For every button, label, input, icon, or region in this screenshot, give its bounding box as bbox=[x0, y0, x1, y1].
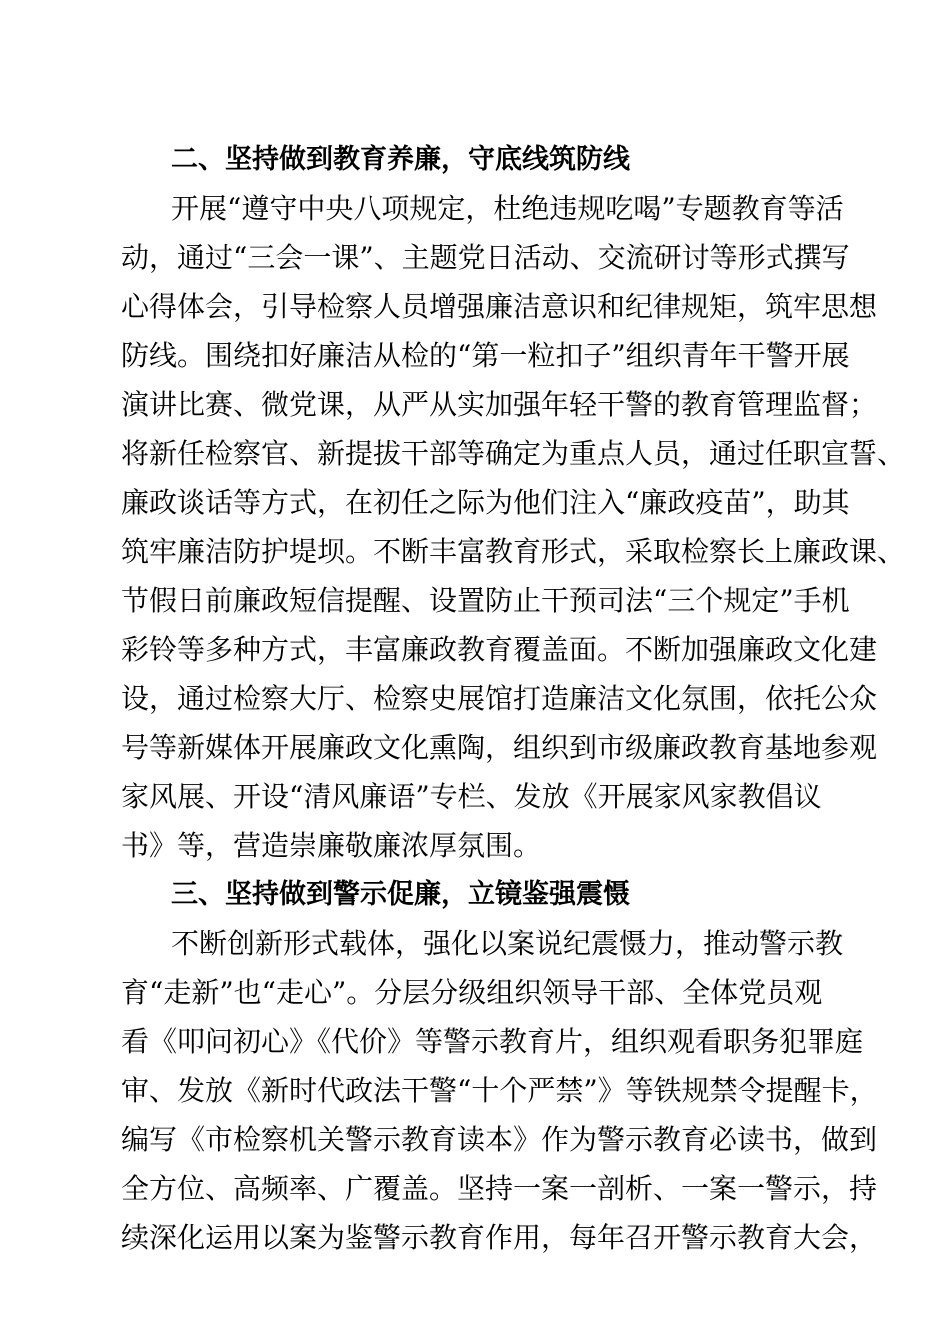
paragraph-line bbox=[0, 532, 950, 572]
text-line: 开展“遵守中央八项规定，杜绝违规吃喝”专题教育等活 bbox=[171, 192, 844, 225]
text-line: 将新任检察官、新提拔干部等确定为重点人员，通过任职宣誓、 bbox=[121, 437, 906, 470]
paragraph-line bbox=[0, 385, 950, 425]
section-3-heading: 三、坚持做到警示促廉，立镜鉴强震慑 bbox=[171, 879, 630, 910]
text-line: 动，通过“三会一课”、主题党日活动、交流研讨等形式撰写 bbox=[121, 241, 850, 274]
text-line: 审、发放《新时代政法干警“十个严禁”》等铁规禁令提醒卡， bbox=[121, 1074, 878, 1107]
paragraph-line bbox=[0, 1218, 950, 1258]
paragraph-line bbox=[0, 777, 950, 817]
text-line: 编写《市检察机关警示教育读本》作为警示教育必读书，做到 bbox=[121, 1123, 878, 1156]
text-line: 全方位、高频率、广覆盖。坚持一案一剖析、一案一警示，持 bbox=[121, 1172, 878, 1205]
section-2-heading: 二、坚持做到教育养廉，守底线筑防线 bbox=[171, 144, 630, 175]
paragraph-line bbox=[0, 1120, 950, 1160]
paragraph-line bbox=[0, 1022, 950, 1062]
paragraph-line bbox=[0, 336, 950, 376]
paragraph-line bbox=[0, 1169, 950, 1209]
text-line: 看《叩问初心》《代价》等警示教育片，组织观看职务犯罪庭 bbox=[121, 1025, 864, 1058]
text-line: 不断创新形式载体，强化以案说纪震慑力，推动警示教 bbox=[171, 927, 844, 960]
paragraph-line bbox=[0, 189, 950, 229]
paragraph-line bbox=[0, 973, 950, 1013]
paragraph-line bbox=[0, 924, 950, 964]
text-line: 演讲比赛、微党课，从严从实加强年轻干警的教育管理监督； bbox=[121, 388, 878, 421]
text-line: 号等新媒体开展廉政文化熏陶，组织到市级廉政教育基地参观 bbox=[121, 731, 878, 764]
text-line: 筑牢廉洁防护堤坝。不断丰富教育形式，采取检察长上廉政课、 bbox=[121, 535, 906, 568]
paragraph-line bbox=[0, 581, 950, 621]
text-line: 心得体会，引导检察人员增强廉洁意识和纪律规矩，筑牢思想 bbox=[121, 290, 878, 323]
paragraph-line bbox=[0, 434, 950, 474]
text-line: 设，通过检察大厅、检察史展馆打造廉洁文化氛围，依托公众 bbox=[121, 682, 878, 715]
section-heading bbox=[0, 875, 950, 915]
text-line: 防线。围绕扣好廉洁从检的“第一粒扣子”组织青年干警开展 bbox=[121, 339, 850, 372]
text-line: 续深化运用以案为鉴警示教育作用，每年召开警示教育大会， bbox=[121, 1221, 878, 1254]
paragraph-line bbox=[0, 679, 950, 719]
text-line: 彩铃等多种方式，丰富廉政教育覆盖面。不断加强廉政文化建 bbox=[121, 633, 878, 666]
paragraph-line bbox=[0, 1071, 950, 1111]
text-line: 书》等，营造崇廉敬廉浓厚氛围。 bbox=[121, 829, 542, 862]
paragraph-line bbox=[0, 238, 950, 278]
text-line: 家风展、开设“清风廉语”专栏、发放《开展家风家教倡议 bbox=[121, 780, 822, 813]
paragraph-line bbox=[0, 826, 950, 866]
paragraph-line bbox=[0, 287, 950, 327]
section-heading bbox=[0, 140, 950, 180]
paragraph-line bbox=[0, 728, 950, 768]
text-line: 廉政谈话等方式，在初任之际为他们注入“廉政疫苗”，助其 bbox=[121, 486, 850, 519]
text-line: 节假日前廉政短信提醒、设置防止干预司法“三个规定”手机 bbox=[121, 584, 850, 617]
paragraph-line bbox=[0, 630, 950, 670]
paragraph-line bbox=[0, 483, 950, 523]
text-line: 育“走新”也“走心”。分层分级组织领导干部、全体党员观 bbox=[121, 976, 823, 1009]
